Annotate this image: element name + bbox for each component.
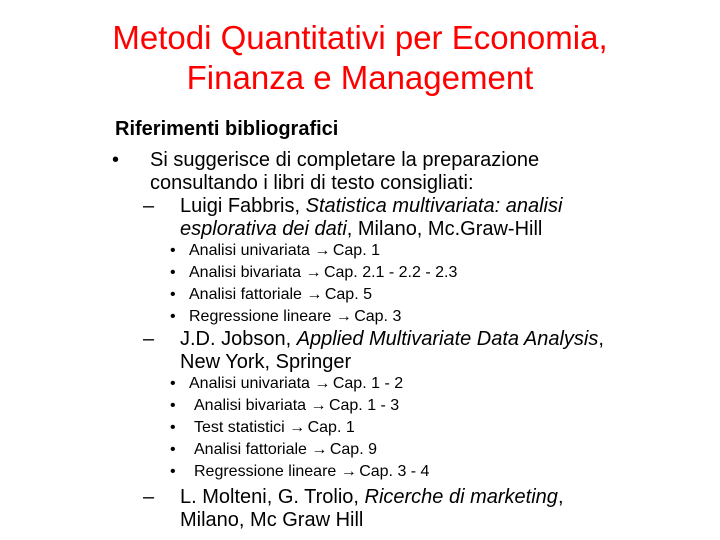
list-item: Analisi univariata → Cap. 1 xyxy=(189,240,380,262)
list-item: Analisi fattoriale → Cap. 9 xyxy=(194,439,377,461)
book1-publisher: , Milano, Mc.Graw-Hill xyxy=(346,218,543,240)
bullet: • xyxy=(170,397,176,414)
arrow-icon: → xyxy=(314,242,331,259)
book2-author: J.D. Jobson, xyxy=(180,328,297,350)
intro-line-2: consultando i libri di testo consigliati: xyxy=(150,172,474,194)
book1-author: Luigi Fabbris, xyxy=(180,195,306,217)
dash: – xyxy=(143,195,155,217)
title-line-2: Finanza e Management xyxy=(186,59,534,96)
bullet: • xyxy=(170,286,176,303)
book3-author: L. Molteni, G. Trolio, xyxy=(180,486,365,508)
bullet: • xyxy=(170,308,176,325)
list-item: Analisi bivariata → Cap. 2.1 - 2.2 - 2.3 xyxy=(189,262,457,284)
title-line-1: Metodi Quantitativi per Economia, xyxy=(112,19,608,56)
list-item: Analisi bivariata → Cap. 1 - 3 xyxy=(194,395,399,417)
arrow-icon: → xyxy=(305,264,322,281)
bullet: • xyxy=(112,149,120,171)
book2-line-1: J.D. Jobson, Applied Multivariate Data Analysis, xyxy=(180,328,604,350)
book3-publisher: Milano, Mc Graw Hill xyxy=(180,509,364,531)
bullet: • xyxy=(170,264,176,281)
book1-line-1 xyxy=(180,195,562,218)
bullet: • xyxy=(170,375,176,392)
list-item: Analisi fattoriale → Cap. 5 xyxy=(189,284,372,306)
dash: – xyxy=(143,486,155,508)
book1-title: Statistica multivariata: analisi xyxy=(305,195,563,217)
list-item: Analisi univariata → Cap. 1 - 2 xyxy=(189,373,403,395)
arrow-icon: → xyxy=(340,463,357,480)
list-item: Regressione lineare → Cap. 3 xyxy=(189,306,401,328)
dash: – xyxy=(143,328,155,350)
book3-line-1: L. Molteni, G. Trolio, Ricerche di marketing, xyxy=(180,486,564,508)
arrow-icon: → xyxy=(310,397,327,414)
book3-title: Ricerche di marketing xyxy=(364,486,558,508)
slide-title xyxy=(0,18,720,98)
book1-line-2 xyxy=(180,218,542,241)
book2-publisher: New York, Springer xyxy=(180,351,352,373)
bullet: • xyxy=(170,463,176,480)
arrow-icon: → xyxy=(289,419,306,436)
book1-title-cont: esplorativa dei dati xyxy=(180,218,347,240)
arrow-icon: → xyxy=(311,441,328,458)
bullet: • xyxy=(170,419,176,436)
arrow-icon: → xyxy=(335,308,352,325)
list-item: Test statistici → Cap. 1 xyxy=(194,417,355,439)
book2-title: Applied Multivariate Data Analysis xyxy=(296,328,599,350)
bullet: • xyxy=(170,242,176,259)
bullet: • xyxy=(170,441,176,458)
section-heading: Riferimenti bibliografici xyxy=(115,118,339,140)
arrow-icon: → xyxy=(306,286,323,303)
intro-line-1: Si suggerisce di completare la preparazione xyxy=(150,149,540,171)
arrow-icon: → xyxy=(314,375,331,392)
list-item: Regressione lineare → Cap. 3 - 4 xyxy=(194,461,429,483)
